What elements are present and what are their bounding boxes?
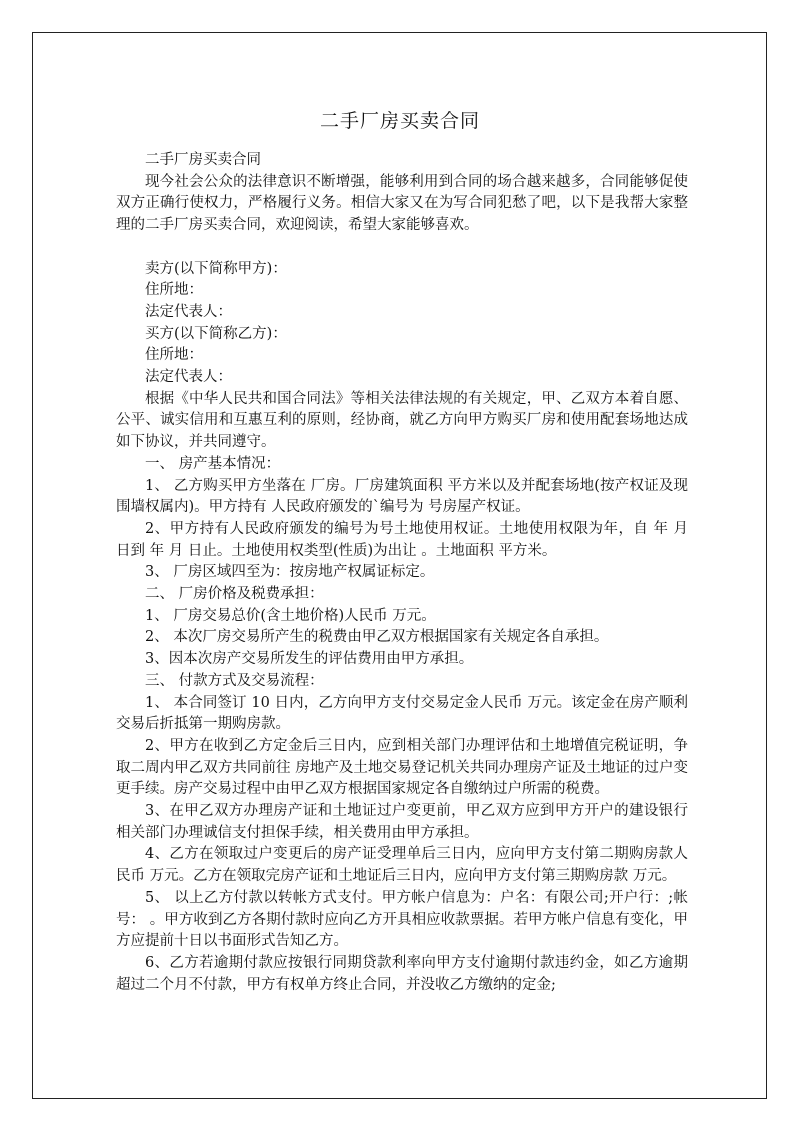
paragraph-seller-representative: 法定代表人：: [145, 303, 232, 320]
clause-3-3: 3、在甲乙双方办理房产证和土地证过户变更前，甲乙双方应到甲方开户的建设银行相关部门办理诚信支付担保手续，相关费用由甲方承担。: [116, 803, 688, 841]
paragraph-buyer-address: 住所地：: [145, 347, 203, 364]
section-heading-3: 三、 付款方式及交易流程：: [145, 672, 324, 689]
clause-1-3: 3、 厂房区域四至为：按房地产权属证标定。: [145, 564, 435, 581]
blank-line: [116, 237, 688, 259]
paragraph-subtitle: 二手厂房买卖合同: [145, 152, 261, 168]
clause-2-2: 2、 本次厂房交易所产生的税费由甲乙双方根据国家有关规定各自承担。: [145, 629, 609, 646]
document-body: [116, 150, 688, 996]
section-heading-2: 二、 厂房价格及税费承担：: [145, 586, 324, 603]
clause-1-2: 2、甲方持有人民政府颁发的编号为号土地使用权证。土地使用权限为年，自 年 月 日到 年 月 日止。土地使用权类型(性质)为出让 。土地面积 平方米。: [116, 520, 688, 559]
clause-3-6: 6、乙方若逾期付款应按银行同期贷款利率向甲方支付逾期付款违约金，如乙方逾期超过二个月不付款，甲方有权单方终止合同，并没收乙方缴纳的定金;: [116, 955, 688, 993]
clause-2-3: 3、因本次房产交易所发生的评估费用由甲方承担。: [145, 651, 474, 668]
clause-3-5: 5、 以上乙方付款以转帐方式支付。甲方帐户信息为：户名：有限公司;开户行：;帐号： 。甲方收到乙方各期付款时应向乙方开具相应收款票据。若甲方帐户信息有变化，甲方应提前十日以书面形式告知乙方。: [116, 889, 688, 950]
document-title: 二手厂房买卖合同: [319, 110, 480, 132]
paragraph-buyer: 买方(以下简称乙方)：: [145, 325, 287, 342]
paragraph-buyer-representative: 法定代表人：: [145, 369, 232, 386]
paragraph-basis: 根据《中华人民共和国合同法》等相关法律法规的有关规定，甲、乙双方本着自愿、公平、诚实信用和互惠互利的原则，经协商，就乙方向甲方购买厂房和使用配套场地达成如下协议，并共同遵守。: [116, 390, 688, 451]
paragraph-seller-address: 住所地：: [145, 282, 203, 299]
clause-2-1: 1、 厂房交易总价(含土地价格)人民币 万元。: [145, 607, 436, 624]
clause-3-4: 4、乙方在领取过户变更后的房产证受理单后三日内，应向甲方支付第二期购房款人民币 万元。乙方在领取完房产证和土地证后三日内，应向甲方支付第三期购房款 万元。: [116, 846, 688, 885]
paragraph-intro: 现今社会公众的法律意识不断增强，能够利用到合同的场合越来越多，合同能够促使双方正确行使权力，严格履行义务。相信大家又在为写合同犯愁了吧，以下是我帮大家整理的二手厂房买卖合同，欢迎阅读，希望大家能够喜欢。: [116, 173, 688, 234]
clause-1-1: 1、 乙方购买甲方坐落在 厂房。厂房建筑面积 平方米以及并配套场地(按产权证及现围墙权属内)。甲方持有 人民政府颁发的`编号为 号房屋产权证。: [116, 477, 688, 516]
clause-3-1: 1、 本合同签订 10 日内，乙方向甲方支付交易定金人民币 万元。该定金在房产顺利交易后折抵第一期购房款。: [116, 694, 688, 733]
clause-3-2: 2、甲方在收到乙方定金后三日内，应到相关部门办理评估和土地增值完税证明，争取二周内甲乙双方共同前往 房地产及土地交易登记机关共同办理房产证及土地证的过户变更手续。房产交易过程中由甲乙双方根据国家规定各自缴纳过户所需的税费。: [116, 737, 688, 798]
paragraph-seller: 卖方(以下简称甲方)：: [145, 260, 287, 277]
section-heading-1: 一、 房产基本情况：: [145, 455, 281, 472]
